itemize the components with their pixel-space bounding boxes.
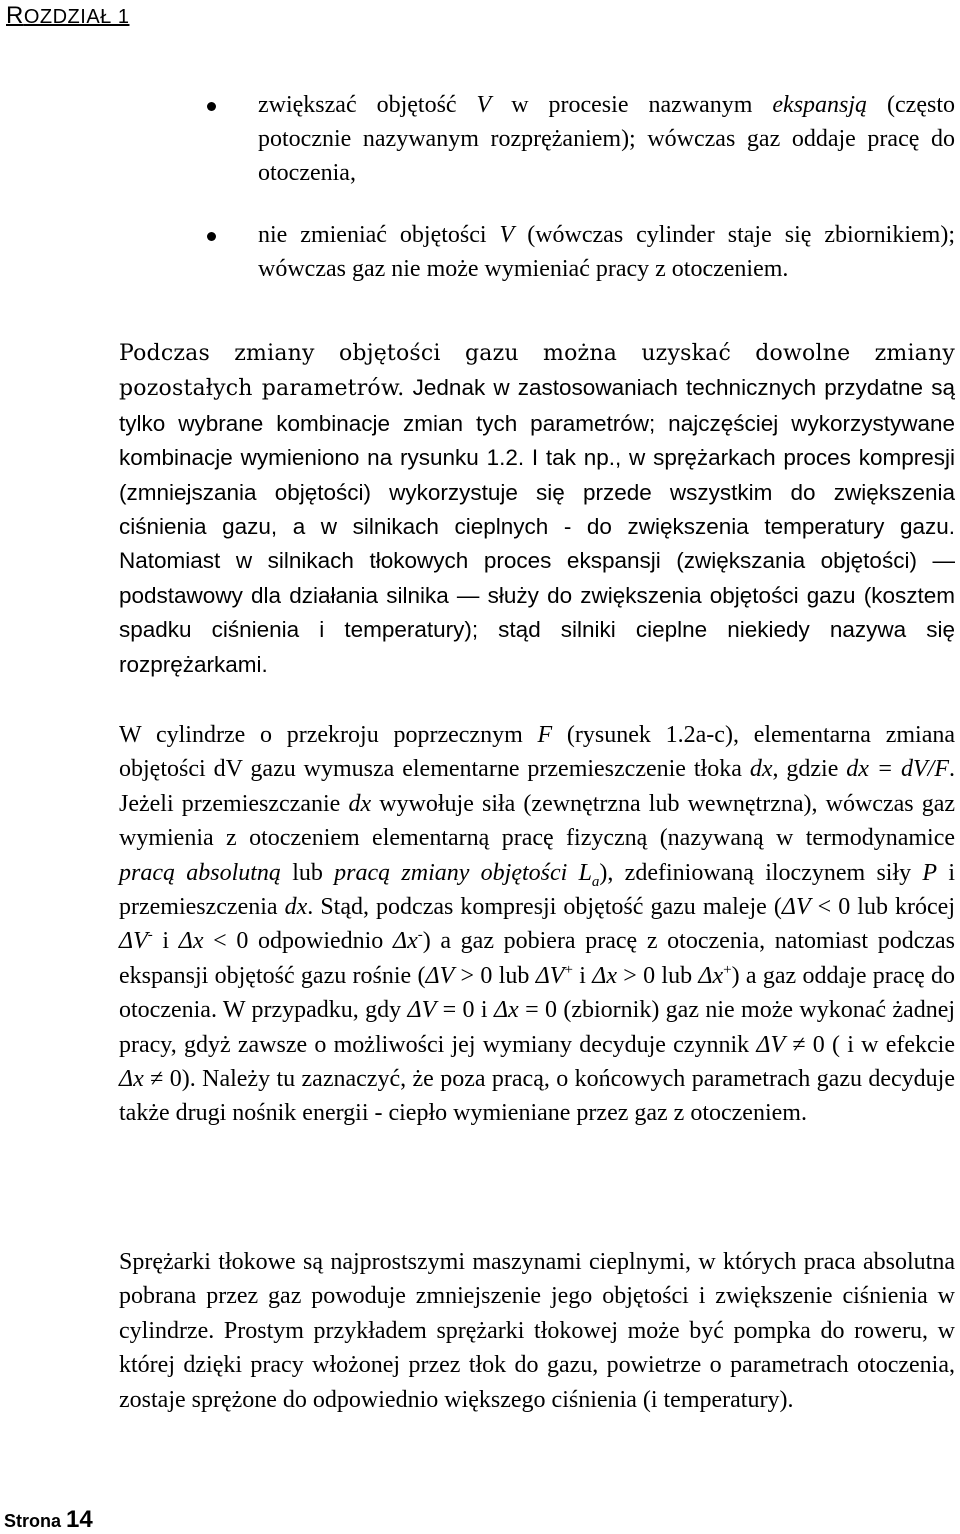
- paragraph-volume-change: Podczas zmiany objętości gazu można uzyskać dowolne zmiany pozostałych parametrów. Jednak w zastosowaniach technicznych przydatne są tylko wybrane kombinacje zmian tych parametrów; najczęściej wykorzystywane kombinacje wymieniono na rysunku 1.2. I tak np., w sprężarkach proces kompresji (zmniejszania objętości) wykorzystuje się przede wszystkim do zwiększenia ciśnienia gazu, a w silnikach cieplnych - do zwiększenia temperatury gazu. Natomiast w silnikach tłokowych proces ekspansji (zwiększania objętości) — podstawowy dla działania silnika — służy do zwiększenia objętości gazu (kosztem spadku ciśnienia i temperatury); stąd silniki cieplne niekiedy nazywa się rozprężarkami.: [119, 341, 955, 677]
- paragraph-cylinder-work: W cylindrze o przekroju poprzecznym F (rysunek 1.2a-c), elementarna zmiana objętości dV gazu wymusza elementarne przemieszczenie tłoka dx, gdzie dx = dV/F. Jeżeli przemieszczanie dx wywołuje siła (zewnętrzna lub wewnętrzna), wówczas gaz wymienia z otoczeniem elementarną pracę fizyczną (nazywaną w termodynamice pracą absolutną lub pracą zmiany objętości $L_a$), zdefiniowaną iloczynem siły P i przemieszczenia dx. Stąd, podczas kompresji objętość gazu maleje (ΔV < 0 lub krócej ΔV- i Δx < 0 odpowiednio Δx-) a gaz pobiera pracę z otoczenia, natomiast podczas ekspansji objętość gazu rośnie (ΔV > 0 lub ΔV+ i Δx > 0 lub Δx+) a gaz oddaje pracę do otoczenia. W przypadku, gdy ΔV = 0 i Δx = 0 (zbiornik) gaz nie może wykonać żadnej pracy, gdyż zawsze o możliwości jej wymiany decyduje czynnik ΔV ≠ 0 ( i w efekcie Δx ≠ 0). Należy tu zaznaczyć, że poza pracą, o końcowych parametrach gazu decyduje także drugi nośnik energii - ciepło wymieniane przez gaz z otoczeniem.: [119, 722, 956, 1127]
- chapter-header-rest: OZDZIAŁ 1: [23, 6, 130, 28]
- bullet-text: zwiększać objętość V w procesie nazwanym ekspansją (często potocznie nazywanym rozprężaniem); wówczas gaz oddaje pracę do otoczenia,: [258, 92, 955, 186]
- bullet-dot: [207, 232, 216, 241]
- footer-label: Strona: [4, 1511, 67, 1531]
- bullet-list: [0, 88, 960, 314]
- page-footer: [4, 1506, 93, 1534]
- chapter-header-initial: R: [6, 2, 24, 29]
- bullet-text: nie zmieniać objętości V (wówczas cylinder staje się zbiornikiem); wówczas gaz nie może wymieniać pracy z otoczeniem.: [258, 222, 955, 282]
- page-number: 14: [66, 1506, 93, 1533]
- paragraph-piston-compressors: Sprężarki tłokowe są najprostszymi maszynami cieplnymi, w których praca absolutna pobrana przez gaz powoduje zmniejszenie jego objętości i zwiększenie ciśnienia w cylindrze. Prostym przykładem sprężarki tłokowej może być pompka do roweru, w której dzięki pracy włożonej przez tłok do gazu, powietrze o parametrach otoczenia, zostaje sprężone do odpowiednio większego ciśnienia (i temperatury).: [119, 1249, 955, 1413]
- chapter-header: [6, 2, 129, 30]
- bullet-item-constant-volume: [0, 218, 960, 286]
- bullet-dot: [207, 102, 216, 111]
- bullet-item-expansion: [0, 88, 960, 190]
